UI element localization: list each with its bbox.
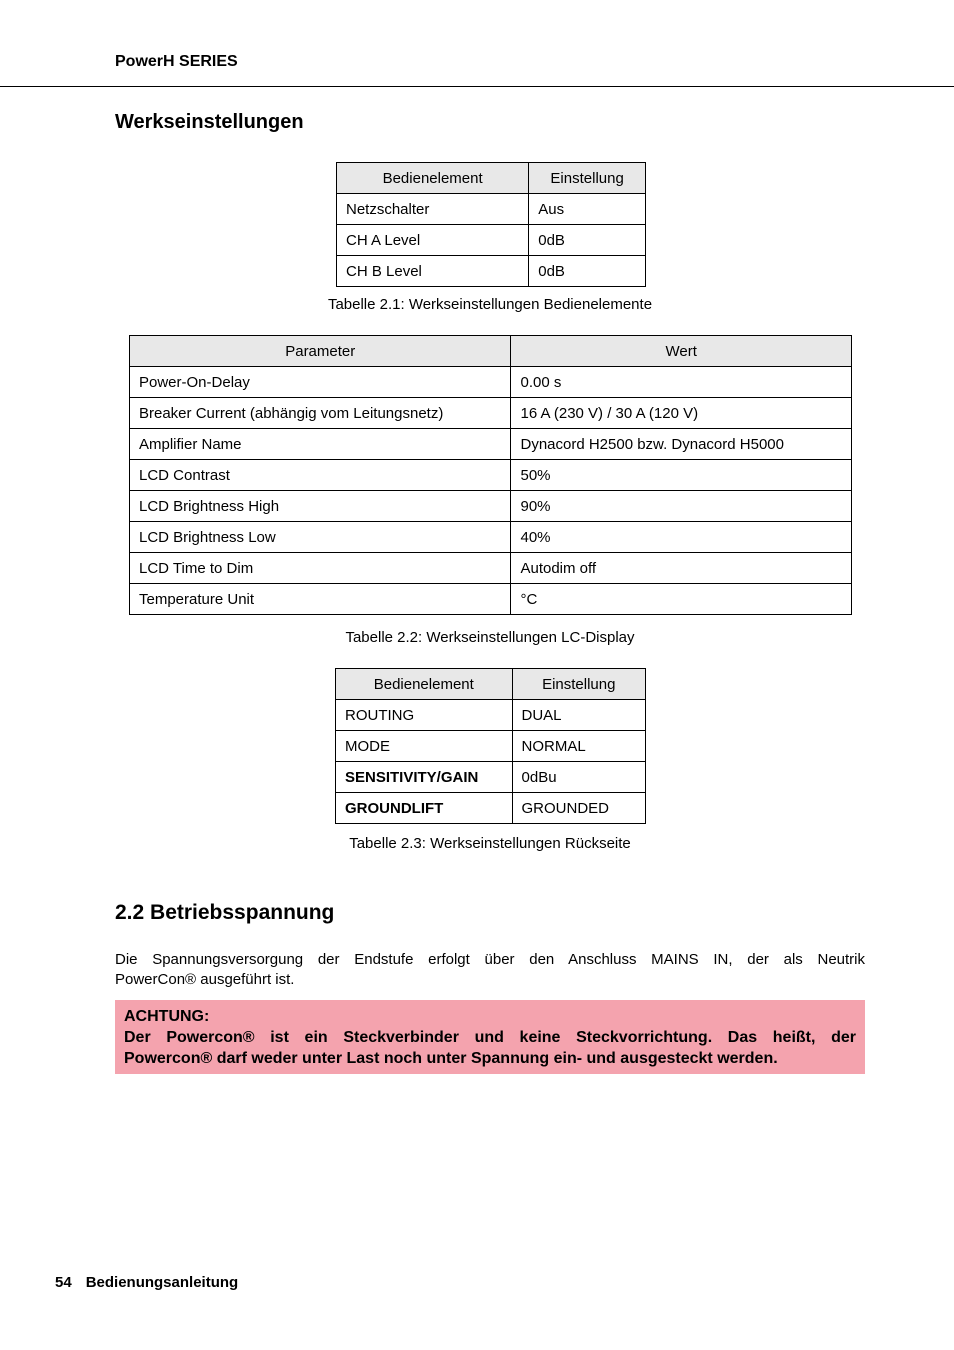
column-header: Einstellung <box>512 669 645 700</box>
table-controls <box>336 162 646 287</box>
table-row <box>130 367 852 398</box>
column-header: Bedienelement <box>337 163 529 194</box>
table-cell: MODE <box>336 731 513 762</box>
warning-box <box>115 1000 865 1074</box>
table-row <box>130 398 852 429</box>
table-cell: CH B Level <box>337 256 529 287</box>
table-row <box>336 793 646 824</box>
table-caption: Tabelle 2.1: Werkseinstellungen Bedienelemente <box>327 296 653 313</box>
table-cell: Amplifier Name <box>130 429 511 460</box>
table-row <box>337 194 646 225</box>
table-cell: GROUNDED <box>512 793 645 824</box>
table-header-row <box>337 163 646 194</box>
table-cell: 16 A (230 V) / 30 A (120 V) <box>511 398 852 429</box>
table-cell: LCD Contrast <box>130 460 511 491</box>
running-header: PowerH SERIES <box>115 53 238 70</box>
table-cell: °C <box>511 584 852 615</box>
section-heading: Werkseinstellungen <box>115 111 304 133</box>
table-lcd-settings <box>129 335 852 615</box>
table-cell: Dynacord H2500 bzw. Dynacord H5000 <box>511 429 852 460</box>
table-cell: LCD Brightness High <box>130 491 511 522</box>
table-row <box>130 584 852 615</box>
table-cell: Breaker Current (abhängig vom Leitungsnetz) <box>130 398 511 429</box>
warning-label: ACHTUNG: <box>124 1008 210 1025</box>
table-cell: DUAL <box>512 700 645 731</box>
table-cell: 0dBu <box>512 762 645 793</box>
table-row <box>337 225 646 256</box>
warning-text-line: Powercon® darf weder unter Last noch unter Spannung ein- und ausgesteckt werden. <box>124 1050 778 1067</box>
table-row <box>130 491 852 522</box>
table-row <box>130 429 852 460</box>
column-header: Bedienelement <box>336 669 513 700</box>
page-footer <box>55 1274 238 1291</box>
table-cell: 50% <box>511 460 852 491</box>
footer-label: Bedienungsanleitung <box>85 1274 239 1291</box>
table-row <box>130 553 852 584</box>
paragraph-line: PowerCon® ausgeführt ist. <box>115 971 295 988</box>
table-cell: Power-On-Delay <box>130 367 511 398</box>
table-row <box>336 762 646 793</box>
table-cell: Netzschalter <box>337 194 529 225</box>
table-header-row <box>336 669 646 700</box>
table-cell: SENSITIVITY/GAIN <box>336 762 513 793</box>
table-row <box>130 522 852 553</box>
table-cell: Temperature Unit <box>130 584 511 615</box>
table-row <box>336 700 646 731</box>
page-number: 54 <box>55 1274 72 1291</box>
table-cell: 0.00 s <box>511 367 852 398</box>
table-row <box>337 256 646 287</box>
table-cell: 0dB <box>529 225 646 256</box>
table-cell: CH A Level <box>337 225 529 256</box>
table-rear-panel <box>335 668 646 824</box>
table-cell: ROUTING <box>336 700 513 731</box>
section-heading-2-2: 2.2 Betriebsspannung <box>115 901 335 924</box>
table-row <box>130 460 852 491</box>
column-header: Parameter <box>130 336 511 367</box>
warning-text-line: Der Powercon® ist ein Steckverbinder und keine Steckvorrichtung. Das heißt, der <box>124 1029 856 1046</box>
column-header: Einstellung <box>529 163 646 194</box>
table-row <box>336 731 646 762</box>
body-paragraph <box>115 950 865 990</box>
table-cell: LCD Time to Dim <box>130 553 511 584</box>
table-caption: Tabelle 2.2: Werkseinstellungen LC-Display <box>345 629 635 646</box>
column-header: Wert <box>511 336 852 367</box>
table-cell: 40% <box>511 522 852 553</box>
table-cell: NORMAL <box>512 731 645 762</box>
paragraph-line: Die Spannungsversorgung der Endstufe erfolgt über den Anschluss MAINS IN, der als Neutrik <box>115 951 865 968</box>
header-divider <box>0 86 954 87</box>
table-cell: 90% <box>511 491 852 522</box>
table-cell: LCD Brightness Low <box>130 522 511 553</box>
table-caption: Tabelle 2.3: Werkseinstellungen Rückseite <box>349 835 631 852</box>
table-header-row <box>130 336 852 367</box>
table-cell: Aus <box>529 194 646 225</box>
table-cell: GROUNDLIFT <box>336 793 513 824</box>
table-cell: Autodim off <box>511 553 852 584</box>
table-cell: 0dB <box>529 256 646 287</box>
